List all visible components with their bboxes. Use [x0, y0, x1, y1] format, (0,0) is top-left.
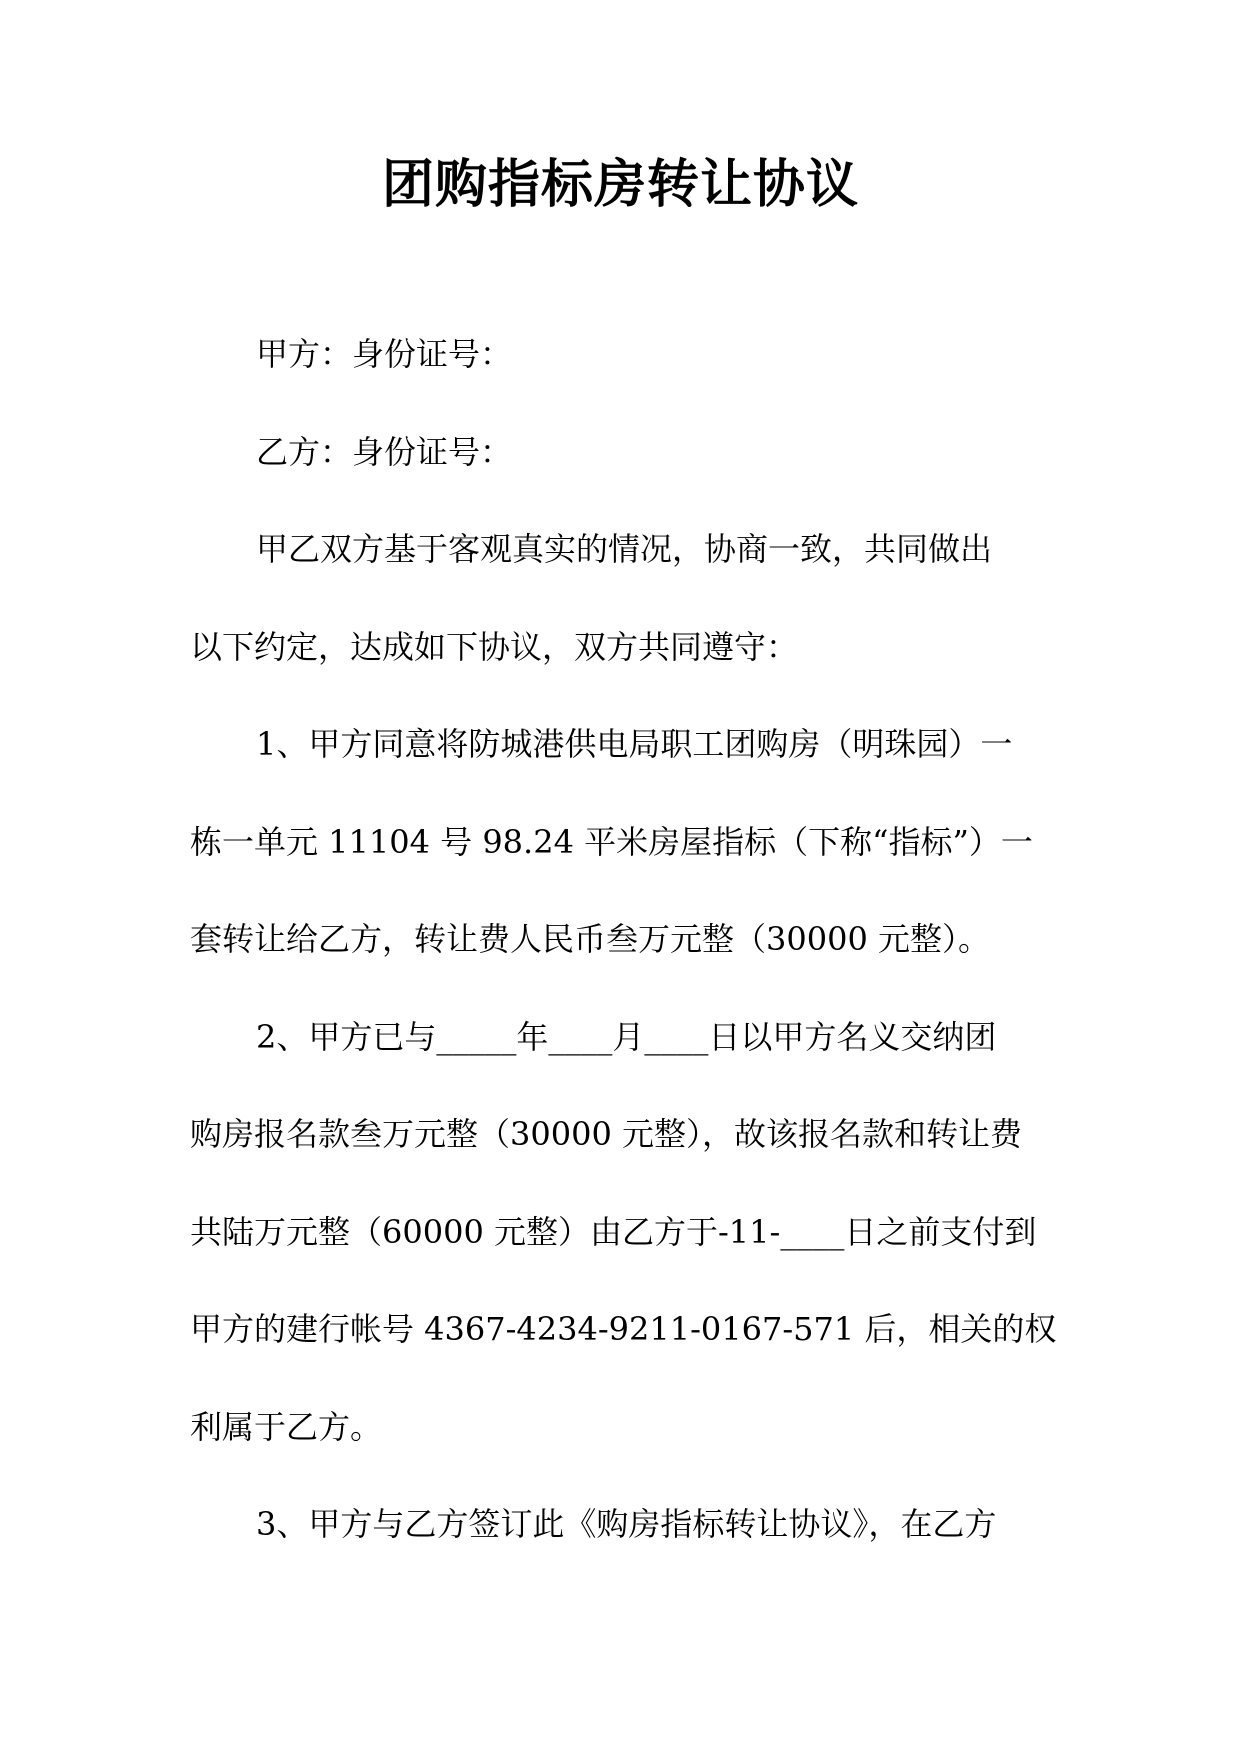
preamble-line-2: 以下约定，达成如下协议，双方共同遵守：: [190, 627, 799, 666]
document-title: 团购指标房转让协议: [381, 155, 859, 215]
party-a-line: 甲方：身份证号：: [256, 335, 513, 373]
clause-2-line-4: 甲方的建行帐号 4367-4234-9211-0167-571 后，相关的权: [190, 1310, 1057, 1348]
clause-1-line-2: 栋一单元 11104 号 98.24 平米房屋指标（下称“指标”）一: [190, 822, 1033, 861]
party-b-line: 乙方：身份证号：: [256, 432, 513, 471]
preamble-line-1: 甲乙双方基于客观真实的情况，协商一致，共同做出: [256, 530, 993, 568]
clause-1-line-1: 1、甲方同意将防城港供电局职工团购房（明珠园）一: [256, 725, 1013, 763]
clause-2-line-2: 购房报名款叁万元整（30000 元整），故该报名款和转让费: [190, 1115, 1022, 1153]
clause-2-line-1: 2、甲方已与_____年____月____日以甲方名义交纳团: [256, 1017, 997, 1056]
clause-2-line-3: 共陆万元整（60000 元整）由乙方于-11-____日之前支付到: [190, 1212, 1037, 1251]
clause-2-line-5: 利属于乙方。: [190, 1407, 383, 1446]
document-body: [190, 306, 1057, 1574]
clause-1-line-3: 套转让给乙方，转让费人民币叁万元整（30000 元整）。: [190, 920, 990, 958]
clause-3-line-1: 3、甲方与乙方签订此《购房指标转让协议》，在乙方: [256, 1505, 997, 1543]
